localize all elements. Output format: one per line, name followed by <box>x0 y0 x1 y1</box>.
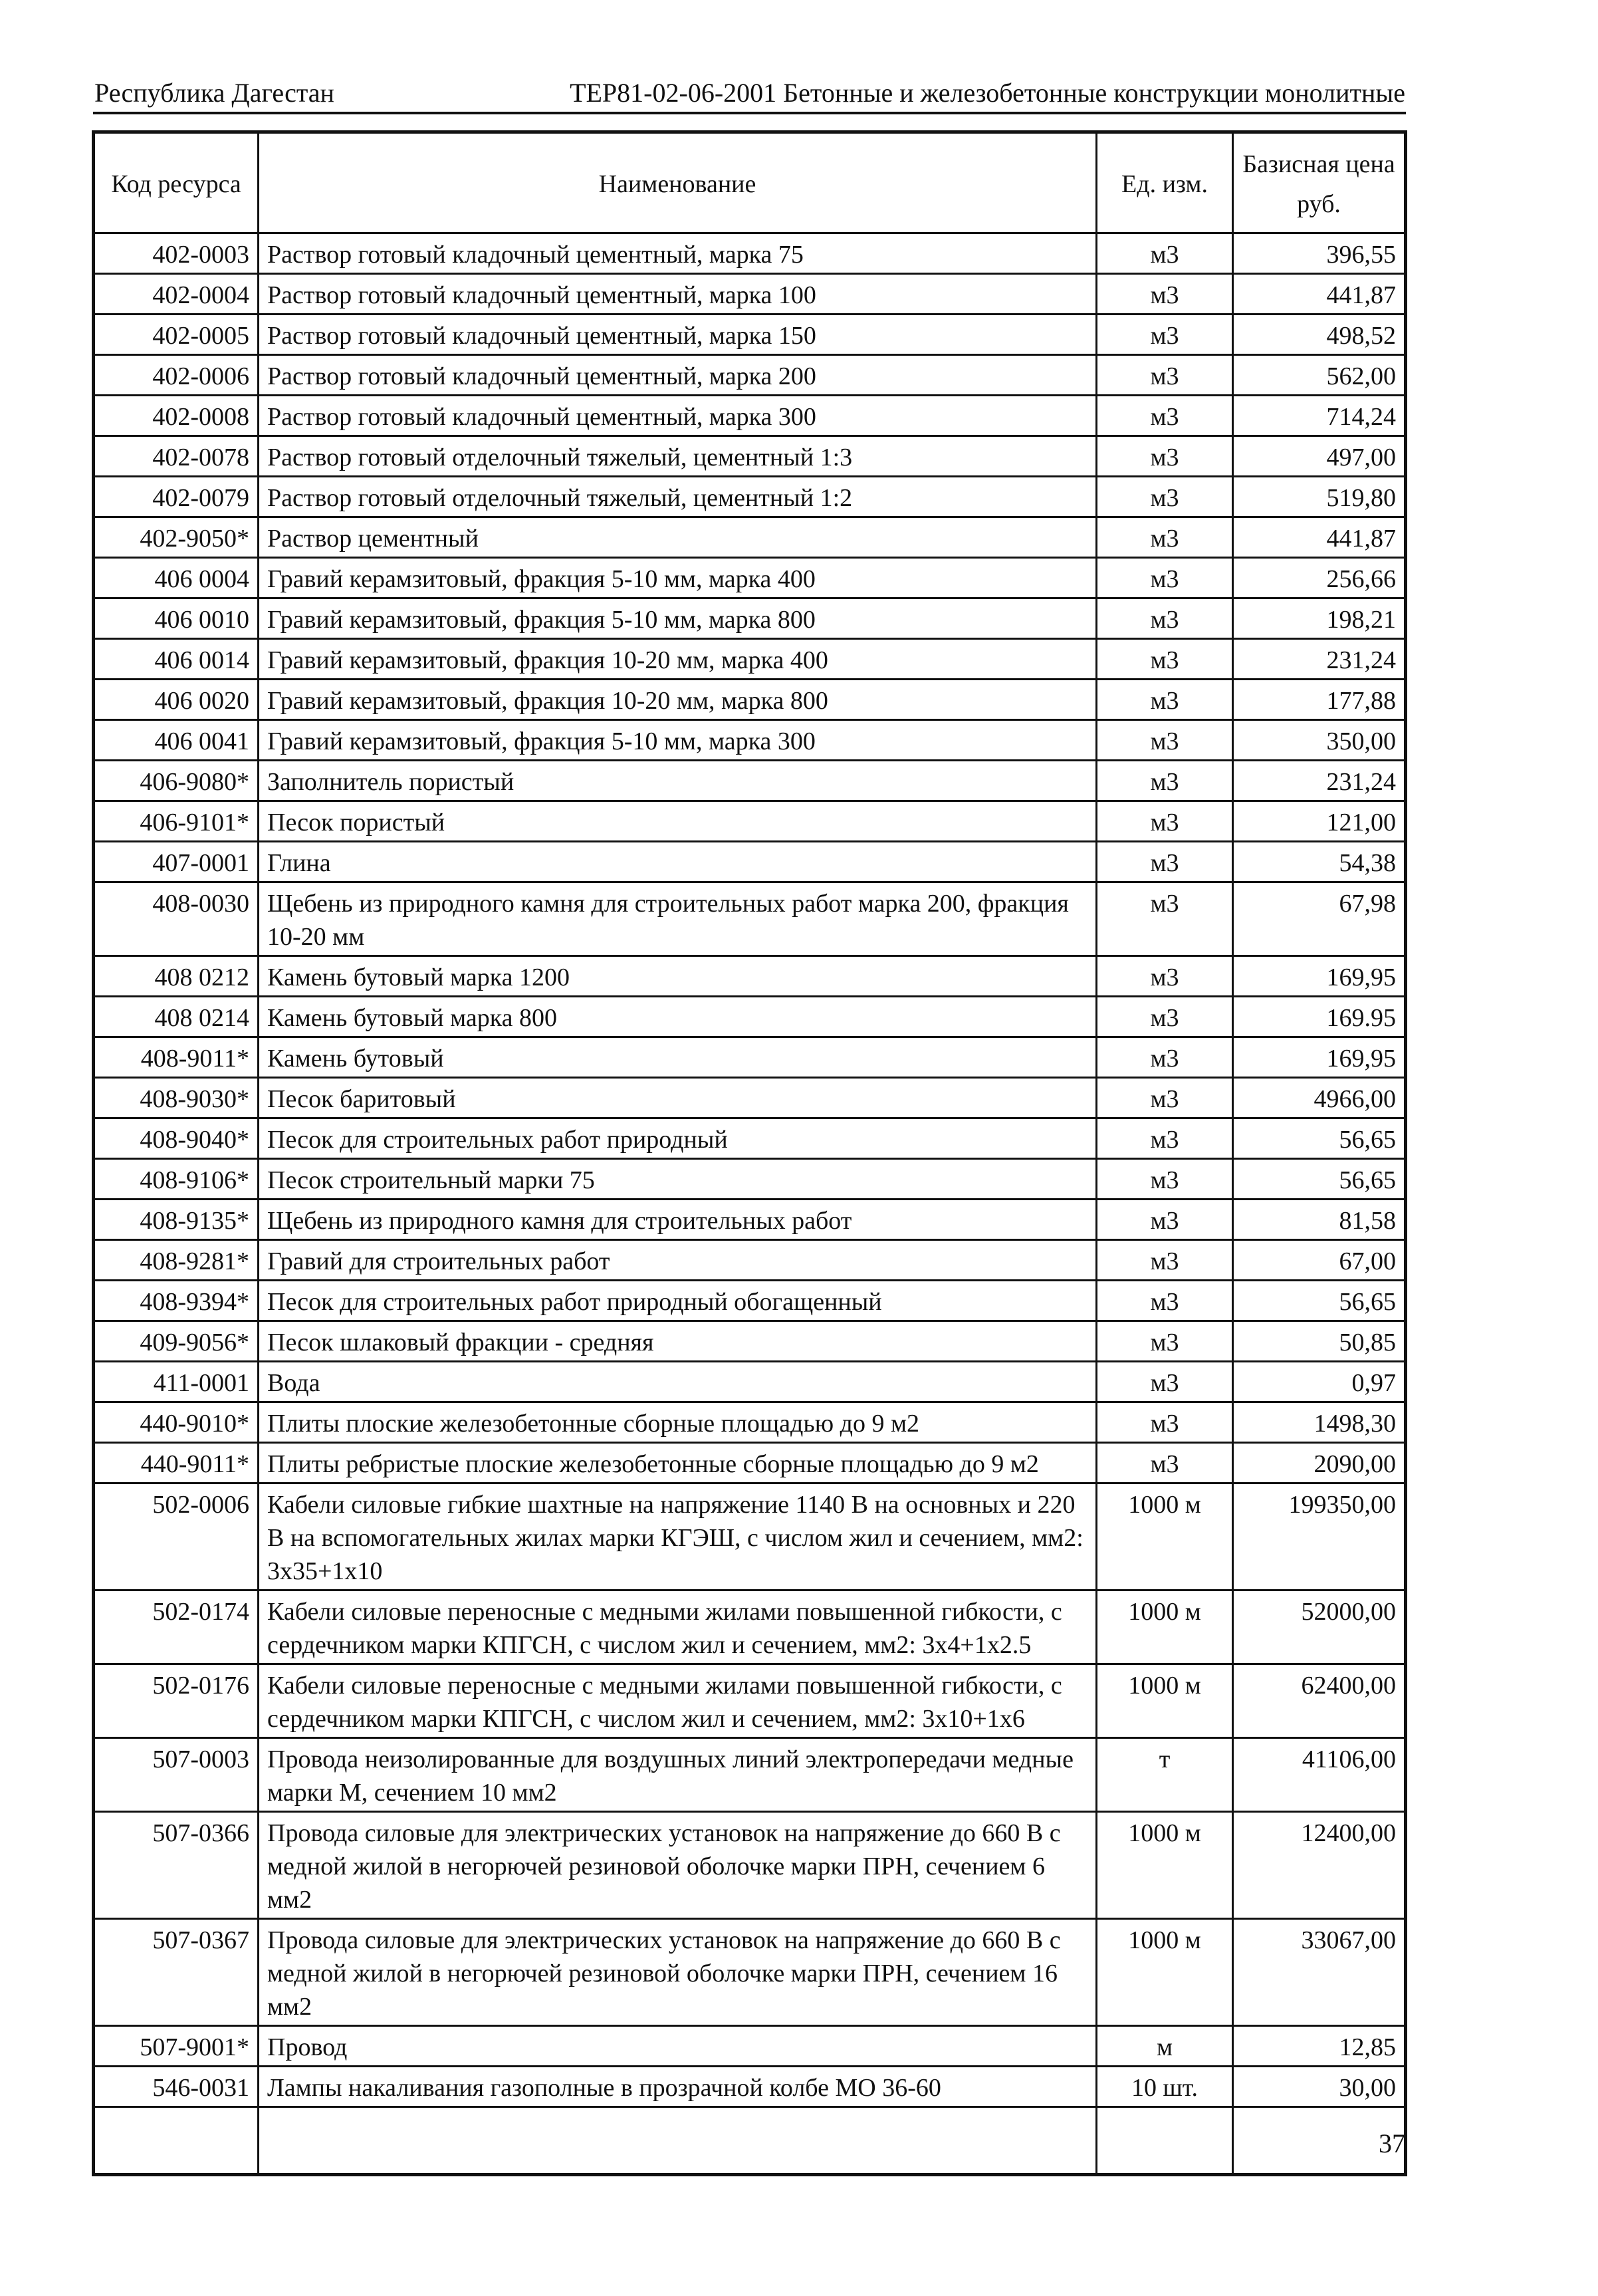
cell-name: Раствор цементный <box>259 517 1097 558</box>
cell-code: 440-9011* <box>94 1443 259 1483</box>
cell-unit: м3 <box>1097 639 1233 680</box>
table-row <box>94 436 1406 477</box>
table-row <box>94 761 1406 801</box>
cell-code: 502-0006 <box>94 1483 259 1591</box>
cell-code: 408-9030* <box>94 1078 259 1118</box>
cell-unit: м3 <box>1097 956 1233 997</box>
table-row <box>94 1443 1406 1483</box>
cell-code: 502-0176 <box>94 1664 259 1738</box>
cell-unit: 1000 м <box>1097 1919 1233 2026</box>
document-title-header: ТЕР81-02-06-2001 Бетонные и железобетонные конструкции монолитные <box>570 78 1405 108</box>
table-row <box>94 396 1406 436</box>
cell-name: Камень бутовый <box>259 1037 1097 1078</box>
cell-code: 409-9056* <box>94 1321 259 1362</box>
cell-price: 56,65 <box>1233 1281 1406 1321</box>
cell-name: Камень бутовый марка 1200 <box>259 956 1097 997</box>
cell-name: Гравий керамзитовый, фракция 5-10 мм, марка 800 <box>259 598 1097 639</box>
table-row <box>94 233 1406 274</box>
cell-code: 408-9394* <box>94 1281 259 1321</box>
table-row <box>94 1362 1406 1402</box>
cell-price: 41106,00 <box>1233 1738 1406 1812</box>
cell-code: 440-9010* <box>94 1402 259 1443</box>
table-body <box>94 233 1406 2175</box>
cell-code: 502-0174 <box>94 1591 259 1664</box>
cell-name: Песок шлаковый фракции - средняя <box>259 1321 1097 1362</box>
cell-price: 50,85 <box>1233 1321 1406 1362</box>
cell-price: 121,00 <box>1233 801 1406 842</box>
cell-name: Гравий керамзитовый, фракция 10-20 мм, марка 800 <box>259 680 1097 720</box>
cell-code: 406 0010 <box>94 598 259 639</box>
cell-code: 402-0079 <box>94 477 259 517</box>
table-row <box>94 1037 1406 1078</box>
cell-name: Щебень из природного камня для строительных работ марка 200, фракция 10-20 мм <box>259 882 1097 956</box>
cell-name: Провода неизолированные для воздушных линий электропередачи медные марки М, сечением 10 мм2 <box>259 1738 1097 1812</box>
cell-price: 67,98 <box>1233 882 1406 956</box>
cell-name: Лампы накаливания газополные в прозрачной колбе МО 36-60 <box>259 2067 1097 2107</box>
cell-price: 81,58 <box>1233 1200 1406 1240</box>
table-row <box>94 1078 1406 1118</box>
cell-price: 56,65 <box>1233 1118 1406 1159</box>
cell-price: 714,24 <box>1233 396 1406 436</box>
cell-code: 402-0005 <box>94 315 259 355</box>
cell-unit: 10 шт. <box>1097 2067 1233 2107</box>
cell-code: 546-0031 <box>94 2067 259 2107</box>
column-header-code: Код ресурса <box>94 132 259 233</box>
cell-price: 199350,00 <box>1233 1483 1406 1591</box>
cell-price: 12,85 <box>1233 2026 1406 2067</box>
column-header-price-line2: руб. <box>1297 190 1341 218</box>
cell-name: Провода силовые для электрических установок на напряжение до 660 В с медной жилой в негорючей резиновой оболочке марки ПРН, сечением 6 мм2 <box>259 1812 1097 1919</box>
table-row <box>94 882 1406 956</box>
cell-price: 497,00 <box>1233 436 1406 477</box>
table-row <box>94 1118 1406 1159</box>
cell-code: 406-9101* <box>94 801 259 842</box>
cell-name: Кабели силовые гибкие шахтные на напряжение 1140 В на основных и 220 В на вспомогательных жилах марки КГЭШ, с числом жил и сечением, мм2: 3x35+1x10 <box>259 1483 1097 1591</box>
table-row-empty <box>94 2107 1406 2175</box>
cell-code: 408 0212 <box>94 956 259 997</box>
cell-price: 12400,00 <box>1233 1812 1406 1919</box>
table-row <box>94 274 1406 315</box>
cell-name: Раствор готовый кладочный цементный, марка 100 <box>259 274 1097 315</box>
cell-name: Раствор готовый кладочный цементный, марка 200 <box>259 355 1097 396</box>
cell-unit: м3 <box>1097 477 1233 517</box>
cell-code: 406 0041 <box>94 720 259 761</box>
cell-code: 402-0004 <box>94 274 259 315</box>
cell-price: 52000,00 <box>1233 1591 1406 1664</box>
cell-code: 406-9080* <box>94 761 259 801</box>
cell-name: Песок для строительных работ природный <box>259 1118 1097 1159</box>
cell-unit: м3 <box>1097 842 1233 882</box>
cell-code: 407-0001 <box>94 842 259 882</box>
cell-price: 33067,00 <box>1233 1919 1406 2026</box>
cell-price: 396,55 <box>1233 233 1406 274</box>
empty-cell <box>1097 2107 1233 2175</box>
cell-unit: м3 <box>1097 315 1233 355</box>
table-row <box>94 1200 1406 1240</box>
cell-code: 402-0006 <box>94 355 259 396</box>
table-row <box>94 1591 1406 1664</box>
table-row <box>94 2067 1406 2107</box>
cell-unit: т <box>1097 1738 1233 1812</box>
table-row <box>94 639 1406 680</box>
cell-unit: м3 <box>1097 1362 1233 1402</box>
table-row <box>94 1159 1406 1200</box>
cell-unit: м3 <box>1097 1321 1233 1362</box>
cell-unit: м3 <box>1097 558 1233 598</box>
cell-name: Гравий керамзитовый, фракция 5-10 мм, марка 300 <box>259 720 1097 761</box>
cell-name: Песок строительный марки 75 <box>259 1159 1097 1200</box>
cell-unit: м3 <box>1097 801 1233 842</box>
cell-unit: 1000 м <box>1097 1664 1233 1738</box>
cell-name: Раствор готовый отделочный тяжелый, цементный 1:3 <box>259 436 1097 477</box>
cell-price: 0,97 <box>1233 1362 1406 1402</box>
table-row <box>94 2026 1406 2067</box>
cell-unit: м3 <box>1097 680 1233 720</box>
cell-unit: м3 <box>1097 274 1233 315</box>
cell-name: Щебень из природного камня для строительных работ <box>259 1200 1097 1240</box>
cell-price: 441,87 <box>1233 517 1406 558</box>
table-row <box>94 680 1406 720</box>
empty-cell <box>259 2107 1097 2175</box>
cell-price: 350,00 <box>1233 720 1406 761</box>
column-header-price-line1: Базисная цена <box>1242 150 1395 178</box>
cell-name: Гравий керамзитовый, фракция 10-20 мм, марка 400 <box>259 639 1097 680</box>
cell-name: Раствор готовый отделочный тяжелый, цементный 1:2 <box>259 477 1097 517</box>
cell-unit: м3 <box>1097 997 1233 1037</box>
cell-unit: м3 <box>1097 355 1233 396</box>
cell-code: 408-9281* <box>94 1240 259 1281</box>
cell-name: Вода <box>259 1362 1097 1402</box>
table-row <box>94 517 1406 558</box>
cell-price: 562,00 <box>1233 355 1406 396</box>
cell-code: 411-0001 <box>94 1362 259 1402</box>
cell-name: Кабели силовые переносные с медными жилами повышенной гибкости, с сердечником марки КПГСН, с числом жил и сечением, мм2: 3x10+1x6 <box>259 1664 1097 1738</box>
table-row <box>94 1240 1406 1281</box>
cell-name: Заполнитель пористый <box>259 761 1097 801</box>
cell-price: 256,66 <box>1233 558 1406 598</box>
cell-name: Гравий для строительных работ <box>259 1240 1097 1281</box>
cell-unit: м3 <box>1097 1281 1233 1321</box>
cell-price: 169.95 <box>1233 997 1406 1037</box>
table-row <box>94 956 1406 997</box>
cell-name: Провод <box>259 2026 1097 2067</box>
cell-price: 54,38 <box>1233 842 1406 882</box>
cell-unit: м3 <box>1097 761 1233 801</box>
cell-name: Раствор готовый кладочный цементный, марка 150 <box>259 315 1097 355</box>
table-row <box>94 1321 1406 1362</box>
cell-name: Раствор готовый кладочный цементный, марка 300 <box>259 396 1097 436</box>
cell-code: 507-0003 <box>94 1738 259 1812</box>
cell-price: 177,88 <box>1233 680 1406 720</box>
cell-price: 519,80 <box>1233 477 1406 517</box>
cell-price: 4966,00 <box>1233 1078 1406 1118</box>
cell-unit: м3 <box>1097 1402 1233 1443</box>
table-row <box>94 477 1406 517</box>
table-row <box>94 1738 1406 1812</box>
cell-name: Глина <box>259 842 1097 882</box>
cell-code: 408 0214 <box>94 997 259 1037</box>
cell-code: 406 0020 <box>94 680 259 720</box>
cell-name: Песок для строительных работ природный обогащенный <box>259 1281 1097 1321</box>
cell-code: 408-9135* <box>94 1200 259 1240</box>
cell-code: 406 0014 <box>94 639 259 680</box>
cell-unit: м3 <box>1097 517 1233 558</box>
cell-unit: 1000 м <box>1097 1483 1233 1591</box>
cell-name: Провода силовые для электрических установок на напряжение до 660 В с медной жилой в негорючей резиновой оболочке марки ПРН, сечением 16 мм2 <box>259 1919 1097 2026</box>
cell-unit: м3 <box>1097 1200 1233 1240</box>
cell-unit: м3 <box>1097 1118 1233 1159</box>
cell-price: 498,52 <box>1233 315 1406 355</box>
cell-code: 402-0078 <box>94 436 259 477</box>
resource-price-table <box>92 130 1407 2176</box>
cell-unit: м <box>1097 2026 1233 2067</box>
cell-unit: 1000 м <box>1097 1812 1233 1919</box>
empty-cell <box>94 2107 259 2175</box>
cell-code: 408-0030 <box>94 882 259 956</box>
table-row <box>94 1483 1406 1591</box>
table-row <box>94 355 1406 396</box>
cell-name: Плиты ребристые плоские железобетонные сборные площадью до 9 м2 <box>259 1443 1097 1483</box>
cell-code: 507-0367 <box>94 1919 259 2026</box>
table-row <box>94 1812 1406 1919</box>
table-row <box>94 1919 1406 2026</box>
cell-price: 56,65 <box>1233 1159 1406 1200</box>
cell-unit: м3 <box>1097 882 1233 956</box>
table-row <box>94 1402 1406 1443</box>
cell-code: 507-0366 <box>94 1812 259 1919</box>
cell-unit: м3 <box>1097 720 1233 761</box>
cell-code: 408-9106* <box>94 1159 259 1200</box>
table-row <box>94 315 1406 355</box>
table-row <box>94 598 1406 639</box>
table-row <box>94 720 1406 761</box>
cell-code: 408-9040* <box>94 1118 259 1159</box>
cell-unit: м3 <box>1097 1037 1233 1078</box>
cell-price: 231,24 <box>1233 639 1406 680</box>
cell-price: 441,87 <box>1233 274 1406 315</box>
cell-unit: м3 <box>1097 1443 1233 1483</box>
cell-unit: 1000 м <box>1097 1591 1233 1664</box>
cell-price: 1498,30 <box>1233 1402 1406 1443</box>
cell-code: 402-9050* <box>94 517 259 558</box>
cell-unit: м3 <box>1097 233 1233 274</box>
cell-name: Песок пористый <box>259 801 1097 842</box>
cell-code: 408-9011* <box>94 1037 259 1078</box>
table-row <box>94 801 1406 842</box>
cell-price: 169,95 <box>1233 1037 1406 1078</box>
cell-unit: м3 <box>1097 1159 1233 1200</box>
cell-unit: м3 <box>1097 1240 1233 1281</box>
cell-name: Раствор готовый кладочный цементный, марка 75 <box>259 233 1097 274</box>
column-header-name: Наименование <box>259 132 1097 233</box>
table-row <box>94 558 1406 598</box>
table-row <box>94 842 1406 882</box>
cell-unit: м3 <box>1097 598 1233 639</box>
cell-name: Плиты плоские железобетонные сборные площадью до 9 м2 <box>259 1402 1097 1443</box>
cell-price: 231,24 <box>1233 761 1406 801</box>
cell-price: 2090,00 <box>1233 1443 1406 1483</box>
cell-price: 169,95 <box>1233 956 1406 997</box>
cell-unit: м3 <box>1097 396 1233 436</box>
table-row <box>94 1281 1406 1321</box>
column-header-unit: Ед. изм. <box>1097 132 1233 233</box>
cell-unit: м3 <box>1097 1078 1233 1118</box>
table-row <box>94 997 1406 1037</box>
cell-name: Песок баритовый <box>259 1078 1097 1118</box>
cell-price: 62400,00 <box>1233 1664 1406 1738</box>
table-row <box>94 1664 1406 1738</box>
cell-code: 402-0008 <box>94 396 259 436</box>
cell-code: 507-9001* <box>94 2026 259 2067</box>
cell-price: 30,00 <box>1233 2067 1406 2107</box>
page-number: 37 <box>1379 2128 1405 2158</box>
cell-price: 198,21 <box>1233 598 1406 639</box>
cell-name: Кабели силовые переносные с медными жилами повышенной гибкости, с сердечником марки КПГСН, с числом жил и сечением, мм2: 3x4+1x2.5 <box>259 1591 1097 1664</box>
cell-price: 67,00 <box>1233 1240 1406 1281</box>
cell-code: 406 0004 <box>94 558 259 598</box>
cell-name: Камень бутовый марка 800 <box>259 997 1097 1037</box>
cell-unit: м3 <box>1097 436 1233 477</box>
header-rule <box>93 112 1406 114</box>
table-header-row <box>94 132 1406 233</box>
region-header: Республика Дагестан <box>94 78 334 108</box>
cell-code: 402-0003 <box>94 233 259 274</box>
column-header-price <box>1233 132 1406 233</box>
cell-name: Гравий керамзитовый, фракция 5-10 мм, марка 400 <box>259 558 1097 598</box>
